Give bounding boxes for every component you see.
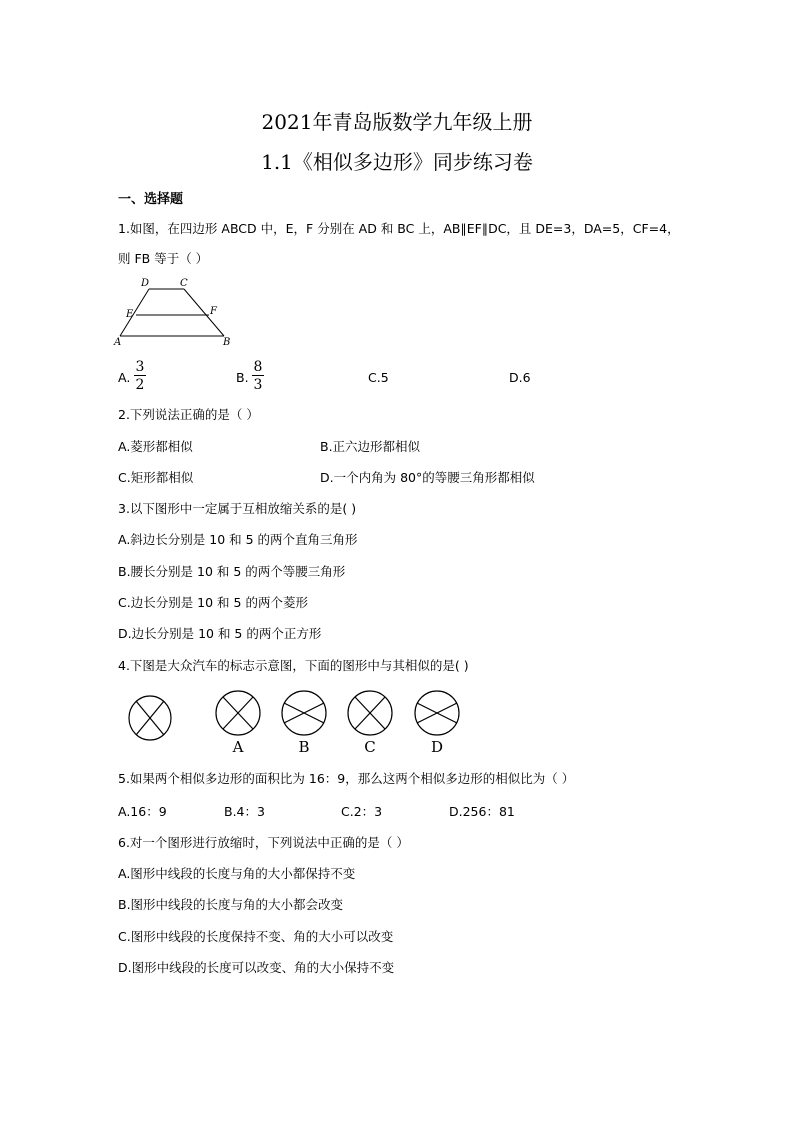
option-d: D.6	[509, 370, 531, 385]
label-b: B	[223, 337, 231, 348]
question-4-text: 4.下图是大众汽车的标志示意图，下面的图形中与其相似的是( )	[118, 658, 469, 673]
figure-label-b: B	[298, 738, 310, 756]
q6-option-d: D.图形中线段的长度可以改变、角的大小保持不变	[118, 960, 395, 975]
question-6-text: 6.对一个图形进行放缩时，下列说法中正确的是（ ）	[118, 835, 409, 850]
option-a-prefix: A.	[118, 370, 131, 385]
q3-option-c: C.边长分别是 10 和 5 的两个菱形	[118, 595, 308, 610]
fraction-numerator: 8	[253, 359, 263, 375]
q5-option-b: B.4：3	[224, 804, 265, 819]
question-5-text: 5.如果两个相似多边形的面积比为 16：9，那么这两个相似多边形的相似比为（ ）	[118, 771, 575, 786]
reference-logo-icon	[129, 696, 171, 740]
option-c: C.5	[368, 370, 389, 385]
option-a-fraction	[134, 360, 146, 392]
section-heading: 一、选择题	[118, 192, 184, 207]
option-b-fraction	[252, 360, 264, 392]
q6-option-b: B.图形中线段的长度与角的大小都会改变	[118, 897, 344, 912]
option-b-logo-icon	[282, 691, 326, 735]
option-a-logo-icon	[216, 691, 260, 735]
label-d: D	[141, 278, 150, 289]
q5-option-a: A.16：9	[118, 804, 167, 819]
question-2-text: 2.下列说法正确的是（ ）	[118, 407, 259, 422]
label-f: F	[210, 306, 217, 317]
option-c-logo-icon	[348, 691, 392, 735]
q2-option-a: A.菱形都相似	[118, 439, 193, 454]
fraction-bar	[134, 375, 146, 376]
label-e: E	[126, 309, 134, 320]
label-c: C	[180, 278, 188, 289]
q3-option-a: A.斜边长分别是 10 和 5 的两个直角三角形	[118, 532, 358, 547]
q3-option-b: B.腰长分别是 10 和 5 的两个等腰三角形	[118, 564, 346, 579]
figure-label-a: A	[232, 738, 244, 756]
document-subtitle: 1.1《相似多边形》同步练习卷	[261, 150, 533, 174]
edge-cb	[184, 289, 224, 336]
fraction-bar	[252, 375, 264, 376]
document-title: 2021年青岛版数学九年级上册	[261, 110, 533, 134]
figure-label-d: D	[430, 738, 444, 756]
q2-option-b: B.正六边形都相似	[320, 439, 421, 454]
figure-label-c: C	[364, 738, 376, 756]
fraction-denominator: 2	[135, 377, 145, 393]
label-a: A	[114, 337, 122, 348]
trapezoid-figure	[112, 276, 242, 348]
q2-option-c: C.矩形都相似	[118, 470, 194, 485]
q2-option-d: D.一个内角为 80°的等腰三角形都相似	[320, 470, 535, 485]
q6-option-c: C.图形中线段的长度保持不变、角的大小可以改变	[118, 929, 394, 944]
question-3-text: 3.以下图形中一定属于互相放缩关系的是( )	[118, 501, 357, 516]
q5-option-c: C.2：3	[341, 804, 383, 819]
fraction-numerator: 3	[135, 359, 145, 375]
q5-option-d: D.256：81	[449, 804, 515, 819]
vw-logo-figures	[120, 686, 470, 758]
option-d-logo-icon	[415, 691, 459, 735]
question-1-text: 1.如图，在四边形 ABCD 中，E，F 分别在 AD 和 BC 上，AB∥EF∥DC，且 DE=3，DA=5，CF=4，	[118, 221, 680, 236]
q3-option-d: D.边长分别是 10 和 5 的两个正方形	[118, 626, 322, 641]
question-1-text-cont: 则 FB 等于（ ）	[118, 251, 209, 266]
fraction-denominator: 3	[253, 377, 263, 393]
edge-da	[120, 289, 149, 336]
option-b-prefix: B.	[236, 370, 249, 385]
q6-option-a: A.图形中线段的长度与角的大小都保持不变	[118, 866, 356, 881]
